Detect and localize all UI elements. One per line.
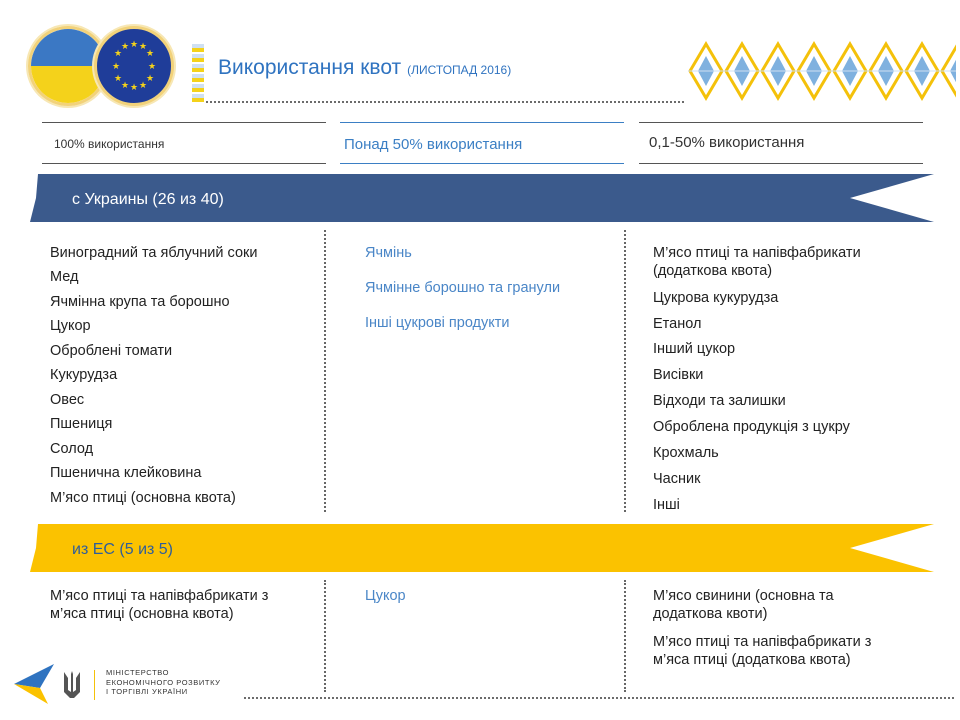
- col-divider-3: [324, 580, 326, 692]
- list-item: Висівки: [653, 367, 704, 383]
- col2-header: Понад 50% використання: [344, 136, 523, 153]
- svg-text:★: ★: [129, 40, 139, 50]
- list-item: Овес: [50, 392, 85, 408]
- col2-top-line: [340, 122, 624, 123]
- list-item: М’ясо птиці (основна квота): [50, 490, 236, 506]
- ornament-strip: [192, 42, 204, 102]
- col3-bottom-line: [639, 163, 923, 164]
- title-divider: [206, 101, 684, 103]
- list-item: Цукрова кукурудза: [653, 290, 779, 306]
- col3-top-line: [639, 122, 923, 123]
- trident-icon: [62, 670, 82, 700]
- svg-text:★: ★: [145, 74, 155, 84]
- svg-text:★: ★: [113, 74, 123, 84]
- list-item: Етанол: [653, 316, 702, 332]
- list-item: Ячмінне борошно та гранули: [365, 280, 561, 296]
- list-item: М’ясо птиці та напівфабрикати (додаткова квота): [653, 245, 861, 279]
- list-item: Ячмінна крупа та борошно: [50, 294, 230, 310]
- svg-text:★: ★: [129, 83, 139, 93]
- list-item: Мед: [50, 269, 79, 285]
- footer-divider: [244, 697, 954, 699]
- eu-flag-icon: [94, 26, 174, 106]
- ministry-logo-icon: [14, 664, 56, 704]
- list-item: Часник: [653, 471, 701, 487]
- col-divider-1: [324, 230, 326, 512]
- ministry-name: МІНІСТЕРСТВО ЕКОНОМІЧНОГО РОЗВИТКУ І ТОРГІВЛІ УКРАЇНИ: [106, 668, 221, 696]
- list-item: Цукор: [365, 588, 406, 604]
- list-item: Інші: [653, 497, 680, 513]
- svg-text:★: ★: [120, 42, 130, 52]
- col3-header: 0,1-50% використання: [649, 134, 805, 151]
- list-item: Оброблена продукція з цукру: [653, 419, 850, 435]
- svg-text:★: ★: [138, 42, 148, 52]
- list-item: Інші цукрові продукти: [365, 315, 510, 331]
- col1-top-line: [42, 122, 326, 123]
- embroidery-ornament: [688, 40, 956, 102]
- ministry-divider: [94, 670, 95, 700]
- svg-text:★: ★: [120, 81, 130, 91]
- col1-bottom-line: [42, 163, 326, 164]
- list-item: М’ясо птиці та напівфабрикати з м’яса птиці (основна квота): [50, 588, 269, 622]
- svg-text:★: ★: [147, 62, 157, 72]
- list-item: Відходи та залишки: [653, 393, 786, 409]
- list-item: Цукор: [50, 318, 91, 334]
- list-item: М’ясо свинини (основна та додаткова квоти): [653, 588, 834, 622]
- list-item: Кукурудза: [50, 367, 118, 383]
- svg-text:★: ★: [111, 62, 121, 72]
- svg-text:★: ★: [138, 81, 148, 91]
- svg-text:★: ★: [113, 49, 123, 59]
- page-title: Використання квот (ЛИСТОПАД 2016): [218, 56, 512, 79]
- list-item: Крохмаль: [653, 445, 719, 461]
- col-divider-2: [624, 230, 626, 512]
- list-item: Виноградний та яблучний соки: [50, 245, 258, 261]
- col2-bottom-line: [340, 163, 624, 164]
- list-item: Солод: [50, 441, 94, 457]
- eu-banner-label: из ЕС (5 из 5): [72, 541, 174, 558]
- list-item: Ячмінь: [365, 245, 412, 261]
- list-item: Пшенична клейковина: [50, 465, 202, 481]
- list-item: Інший цукор: [653, 341, 736, 357]
- svg-text:★: ★: [145, 49, 155, 59]
- col1-header: 100% використання: [54, 137, 165, 151]
- ukraine-banner-label: с Украины (26 из 40): [72, 191, 224, 208]
- col-divider-4: [624, 580, 626, 692]
- list-item: М’ясо птиці та напівфабрикати з м’яса птиці (додаткова квота): [653, 634, 872, 668]
- list-item: Пшениця: [50, 416, 113, 432]
- list-item: Оброблені томати: [50, 343, 173, 359]
